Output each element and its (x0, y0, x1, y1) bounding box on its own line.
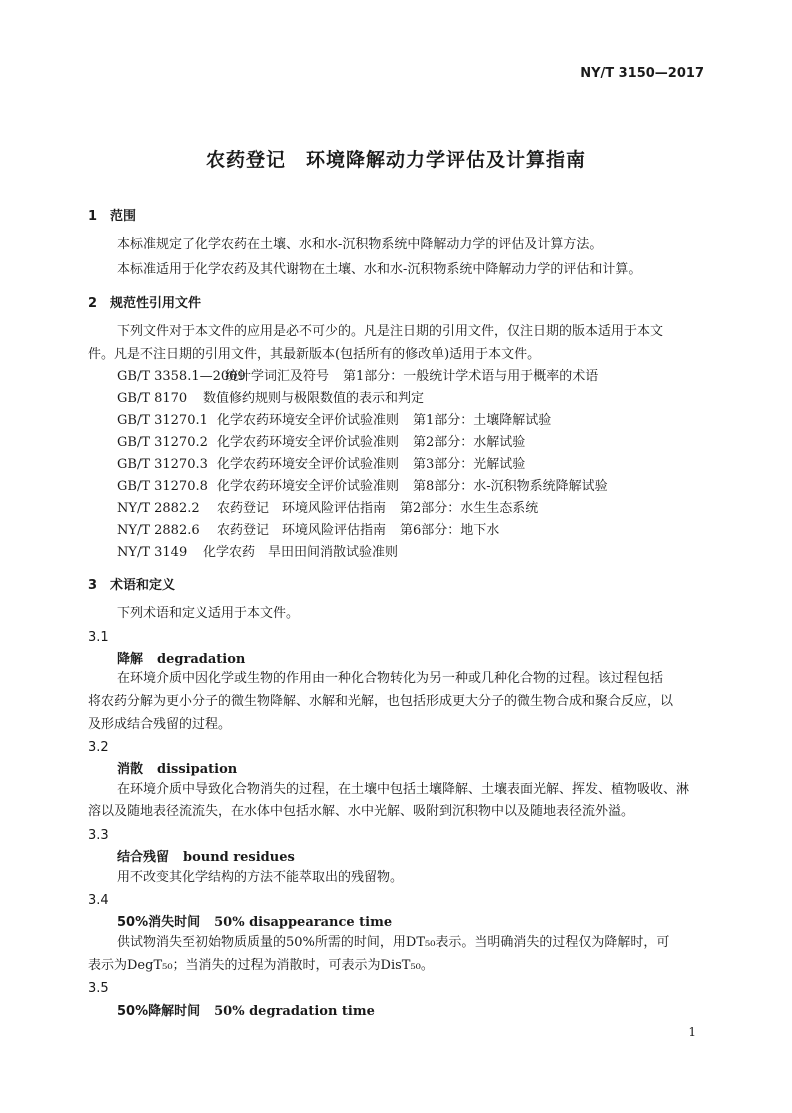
reference-code: GB/T 3358.1—2009 (117, 369, 246, 384)
section-title: 规范性引用文件 (110, 296, 202, 311)
reference-code: GB/T 31270.3 (117, 457, 208, 472)
reference-part: 第3部分：光解试验 (413, 457, 526, 472)
section-3-heading (88, 578, 175, 594)
reference-code: GB/T 8170 (117, 391, 188, 406)
definition-line: 表示为DegT₅₀；当消失的过程为消散时，可表示为DisT₅₀。 (88, 958, 434, 973)
section-number: 1 (88, 209, 98, 224)
page-number: 1 (688, 1025, 696, 1039)
reference-part: 第6部分：地下水 (400, 523, 500, 538)
reference-title: 化学农药环境安全评价试验准则 (217, 457, 400, 472)
term-number: 3.1 (88, 630, 109, 645)
reference-item (117, 523, 499, 539)
section-number: 3 (88, 578, 98, 593)
term-zh: 降解 (117, 652, 144, 667)
reference-code: GB/T 31270.2 (117, 435, 208, 450)
reference-part: 第2部分：水生生态系统 (400, 501, 539, 516)
reference-title: 数值修约规则与极限数值的表示和判定 (203, 391, 425, 406)
section-title: 范围 (110, 209, 137, 224)
reference-part: 第8部分：水-沉积物系统降解试验 (413, 479, 608, 494)
reference-code: NY/T 3149 (117, 545, 188, 560)
reference-item (117, 369, 598, 385)
reference-title: 化学农药环境安全评价试验准则 (217, 479, 400, 494)
reference-code: NY/T 2882.6 (117, 523, 200, 538)
definition-line: 供试物消失至初始物质质量的50%所需的时间，用DT₅₀表示。当明确消失的过程仅为降解时，可 (117, 935, 670, 950)
paragraph: 本标准规定了化学农药在土壤、水和水-沉积物系统中降解动力学的评估及计算方法。 (117, 237, 603, 252)
document-title (0, 145, 792, 172)
reference-item (117, 545, 398, 561)
section-title: 术语和定义 (110, 578, 176, 593)
section-1-heading (88, 209, 136, 225)
section-number: 2 (88, 296, 98, 311)
paragraph: 下列术语和定义适用于本文件。 (117, 606, 300, 621)
reference-title: 化学农药环境安全评价试验准则 (217, 413, 400, 428)
term-en: bound residues (183, 850, 295, 865)
term-heading (117, 652, 245, 668)
definition-line: 在环境介质中导致化合物消失的过程，在土壤中包括土壤降解、土壤表面光解、挥发、植物吸收、淋 (117, 782, 690, 797)
reference-code: GB/T 31270.8 (117, 479, 208, 494)
term-en: dissipation (157, 762, 238, 777)
paragraph: 件。凡是不注日期的引用文件，其最新版本(包括所有的修改单)适用于本文件。 (88, 347, 541, 362)
term-zh: 消散 (117, 762, 144, 777)
reference-title: 统计学词汇及符号 (225, 369, 330, 384)
term-number: 3.5 (88, 981, 109, 996)
reference-item (117, 501, 538, 517)
definition-line: 将农药分解为更小分子的微生物降解、水解和光解，也包括形成更大分子的微生物合成和聚合反应，以 (88, 694, 674, 709)
reference-part: 第1部分：土壤降解试验 (413, 413, 552, 428)
definition-line: 在环境介质中因化学或生物的作用由一种化合物转化为另一种或几种化合物的过程。该过程包括 (117, 671, 664, 686)
term-en: degradation (157, 652, 246, 667)
reference-item (117, 435, 525, 451)
section-2-heading (88, 296, 201, 312)
reference-title: 农药登记 环境风险评估指南 (217, 523, 387, 538)
term-zh: 50%消失时间 (117, 915, 201, 930)
reference-item (117, 457, 525, 473)
term-en: 50% disappearance time (214, 915, 393, 930)
title-part-2: 环境降解动力学评估及计算指南 (306, 149, 587, 171)
term-heading (117, 1004, 375, 1020)
reference-title: 农药登记 环境风险评估指南 (217, 501, 387, 516)
term-heading (117, 915, 392, 931)
term-en: 50% degradation time (214, 1004, 375, 1019)
title-part-1: 农药登记 (205, 149, 286, 171)
reference-item (117, 391, 424, 407)
definition-line: 用不改变其化学结构的方法不能萃取出的残留物。 (117, 870, 404, 885)
reference-item (117, 413, 551, 429)
paragraph: 本标准适用于化学农药及其代谢物在土壤、水和水-沉积物系统中降解动力学的评估和计算。 (117, 262, 642, 277)
term-number: 3.4 (88, 893, 109, 908)
standard-number: NY/T 3150—2017 (580, 66, 704, 81)
term-number: 3.3 (88, 828, 109, 843)
term-heading (117, 762, 237, 778)
definition-line: 及形成结合残留的过程。 (88, 717, 232, 732)
reference-code: NY/T 2882.2 (117, 501, 200, 516)
reference-title: 化学农药环境安全评价试验准则 (217, 435, 400, 450)
term-zh: 结合残留 (117, 850, 170, 865)
reference-part: 第1部分：一般统计学术语与用于概率的术语 (343, 369, 599, 384)
definition-line: 溶以及随地表径流流失，在水体中包括水解、水中光解、吸附到沉积物中以及随地表径流外溢。 (88, 804, 635, 819)
paragraph: 下列文件对于本文件的应用是必不可少的。凡是注日期的引用文件，仅注日期的版本适用于本文 (117, 324, 664, 339)
reference-title: 化学农药 旱田田间消散试验准则 (203, 545, 399, 560)
reference-part: 第2部分：水解试验 (413, 435, 526, 450)
term-number: 3.2 (88, 740, 109, 755)
reference-item (117, 479, 608, 495)
term-zh: 50%降解时间 (117, 1004, 201, 1019)
term-heading (117, 850, 295, 866)
reference-code: GB/T 31270.1 (117, 413, 208, 428)
